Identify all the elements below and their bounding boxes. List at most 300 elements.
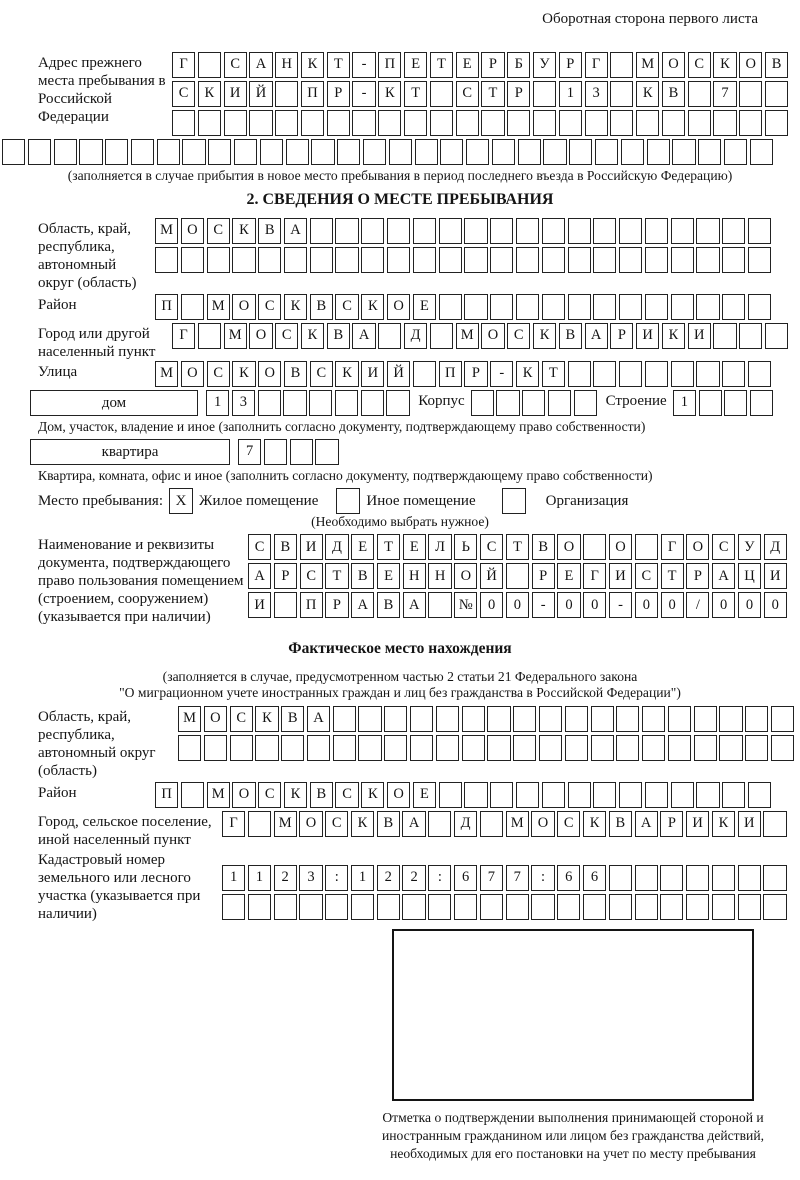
- char-cell[interactable]: [333, 706, 356, 732]
- char-cell[interactable]: [745, 706, 768, 732]
- char-cell[interactable]: Р: [507, 81, 530, 107]
- char-cell[interactable]: [574, 390, 597, 416]
- char-cell[interactable]: [258, 390, 281, 416]
- char-cell[interactable]: Д: [764, 534, 787, 560]
- char-cell[interactable]: [531, 894, 554, 920]
- char-cell[interactable]: -: [609, 592, 632, 618]
- char-cell[interactable]: 7: [713, 81, 736, 107]
- char-cell[interactable]: [694, 735, 717, 761]
- char-cell[interactable]: А: [352, 323, 375, 349]
- char-cell[interactable]: В: [281, 706, 304, 732]
- char-cell[interactable]: Е: [413, 294, 436, 320]
- char-cell[interactable]: 0: [738, 592, 761, 618]
- char-cell[interactable]: [533, 81, 556, 107]
- char-cell[interactable]: К: [255, 706, 278, 732]
- char-cell[interactable]: [299, 894, 322, 920]
- char-cell[interactable]: [507, 110, 530, 136]
- char-cell[interactable]: 3: [585, 81, 608, 107]
- char-cell[interactable]: 0: [583, 592, 606, 618]
- char-cell[interactable]: [410, 735, 433, 761]
- char-cell[interactable]: [79, 139, 102, 165]
- char-cell[interactable]: [619, 294, 642, 320]
- char-cell[interactable]: [198, 110, 221, 136]
- char-cell[interactable]: М: [224, 323, 247, 349]
- char-cell[interactable]: [28, 139, 51, 165]
- char-cell[interactable]: [748, 361, 771, 387]
- char-cell[interactable]: [249, 110, 272, 136]
- char-cell[interactable]: А: [585, 323, 608, 349]
- char-cell[interactable]: [686, 894, 709, 920]
- char-cell[interactable]: К: [335, 361, 358, 387]
- char-cell[interactable]: Т: [377, 534, 400, 560]
- char-cell[interactable]: [131, 139, 154, 165]
- char-cell[interactable]: [739, 323, 762, 349]
- char-cell[interactable]: [688, 110, 711, 136]
- char-cell[interactable]: [722, 294, 745, 320]
- char-cell[interactable]: Т: [404, 81, 427, 107]
- char-cell[interactable]: О: [739, 52, 762, 78]
- char-cell[interactable]: С: [207, 361, 230, 387]
- char-cell[interactable]: [230, 735, 253, 761]
- char-cell[interactable]: [539, 706, 562, 732]
- char-cell[interactable]: [181, 247, 204, 273]
- char-cell[interactable]: [439, 247, 462, 273]
- char-cell[interactable]: 1: [673, 390, 696, 416]
- char-cell[interactable]: -: [532, 592, 555, 618]
- char-cell[interactable]: А: [351, 592, 374, 618]
- char-cell[interactable]: С: [310, 361, 333, 387]
- char-cell[interactable]: [207, 247, 230, 273]
- char-cell[interactable]: М: [155, 218, 178, 244]
- char-cell[interactable]: Т: [327, 52, 350, 78]
- char-cell[interactable]: [645, 247, 668, 273]
- char-cell[interactable]: [621, 139, 644, 165]
- char-cell[interactable]: Г: [583, 563, 606, 589]
- char-cell[interactable]: [645, 361, 668, 387]
- char-cell[interactable]: [274, 592, 297, 618]
- char-cell[interactable]: [513, 706, 536, 732]
- char-cell[interactable]: [178, 735, 201, 761]
- char-cell[interactable]: [745, 735, 768, 761]
- char-cell[interactable]: [307, 735, 330, 761]
- char-cell[interactable]: [274, 894, 297, 920]
- char-cell[interactable]: В: [377, 592, 400, 618]
- char-cell[interactable]: [481, 110, 504, 136]
- char-cell[interactable]: [724, 390, 747, 416]
- char-cell[interactable]: -: [490, 361, 513, 387]
- char-cell[interactable]: [568, 218, 591, 244]
- char-cell[interactable]: И: [361, 361, 384, 387]
- char-cell[interactable]: -: [352, 52, 375, 78]
- char-cell[interactable]: [204, 735, 227, 761]
- char-cell[interactable]: [696, 218, 719, 244]
- char-cell[interactable]: С: [300, 563, 323, 589]
- char-cell[interactable]: [464, 247, 487, 273]
- char-cell[interactable]: [301, 110, 324, 136]
- char-cell[interactable]: Н: [403, 563, 426, 589]
- char-cell[interactable]: [583, 894, 606, 920]
- char-cell[interactable]: [157, 139, 180, 165]
- char-cell[interactable]: [713, 323, 736, 349]
- char-cell[interactable]: Т: [661, 563, 684, 589]
- char-cell[interactable]: Т: [481, 81, 504, 107]
- char-cell[interactable]: [222, 894, 245, 920]
- char-cell[interactable]: Г: [585, 52, 608, 78]
- char-cell[interactable]: И: [688, 323, 711, 349]
- char-cell[interactable]: Е: [413, 782, 436, 808]
- char-cell[interactable]: Й: [387, 361, 410, 387]
- char-cell[interactable]: [378, 110, 401, 136]
- char-cell[interactable]: С: [335, 294, 358, 320]
- char-cell[interactable]: :: [531, 865, 554, 891]
- char-cell[interactable]: 1: [351, 865, 374, 891]
- char-cell[interactable]: К: [516, 361, 539, 387]
- char-cell[interactable]: [668, 706, 691, 732]
- char-cell[interactable]: Р: [559, 52, 582, 78]
- char-cell[interactable]: [748, 294, 771, 320]
- char-cell[interactable]: [436, 735, 459, 761]
- char-cell[interactable]: 2: [402, 865, 425, 891]
- char-cell[interactable]: [182, 139, 205, 165]
- char-cell[interactable]: К: [636, 81, 659, 107]
- char-cell[interactable]: А: [635, 811, 658, 837]
- char-cell[interactable]: [719, 706, 742, 732]
- char-cell[interactable]: 1: [559, 81, 582, 107]
- char-cell[interactable]: К: [351, 811, 374, 837]
- char-cell[interactable]: [387, 218, 410, 244]
- char-cell[interactable]: [335, 390, 358, 416]
- char-cell[interactable]: К: [662, 323, 685, 349]
- char-cell[interactable]: Й: [480, 563, 503, 589]
- char-cell[interactable]: [671, 361, 694, 387]
- char-cell[interactable]: [462, 706, 485, 732]
- char-cell[interactable]: [763, 811, 786, 837]
- char-cell[interactable]: [198, 52, 221, 78]
- char-cell[interactable]: П: [378, 52, 401, 78]
- char-cell[interactable]: 2: [377, 865, 400, 891]
- char-cell[interactable]: В: [310, 782, 333, 808]
- char-cell[interactable]: [490, 218, 513, 244]
- char-cell[interactable]: Р: [532, 563, 555, 589]
- char-cell[interactable]: [258, 247, 281, 273]
- char-cell[interactable]: [542, 218, 565, 244]
- char-cell[interactable]: [351, 894, 374, 920]
- char-cell[interactable]: [454, 894, 477, 920]
- char-cell[interactable]: В: [351, 563, 374, 589]
- char-cell[interactable]: [616, 706, 639, 732]
- char-cell[interactable]: С: [258, 782, 281, 808]
- char-cell[interactable]: 6: [454, 865, 477, 891]
- char-cell[interactable]: [565, 706, 588, 732]
- char-cell[interactable]: Е: [456, 52, 479, 78]
- char-cell[interactable]: 0: [557, 592, 580, 618]
- char-cell[interactable]: П: [439, 361, 462, 387]
- char-cell[interactable]: О: [454, 563, 477, 589]
- char-cell[interactable]: [440, 139, 463, 165]
- char-cell[interactable]: [568, 782, 591, 808]
- char-cell[interactable]: [327, 110, 350, 136]
- char-cell[interactable]: И: [686, 811, 709, 837]
- char-cell[interactable]: [619, 247, 642, 273]
- char-cell[interactable]: [671, 782, 694, 808]
- char-cell[interactable]: М: [274, 811, 297, 837]
- char-cell[interactable]: [672, 139, 695, 165]
- char-cell[interactable]: [430, 81, 453, 107]
- char-cell[interactable]: [490, 294, 513, 320]
- char-cell[interactable]: 7: [238, 439, 261, 465]
- char-cell[interactable]: К: [713, 52, 736, 78]
- char-cell[interactable]: Р: [464, 361, 487, 387]
- char-cell[interactable]: [557, 894, 580, 920]
- char-cell[interactable]: К: [232, 218, 255, 244]
- char-cell[interactable]: [585, 110, 608, 136]
- char-cell[interactable]: [2, 139, 25, 165]
- char-cell[interactable]: О: [181, 218, 204, 244]
- char-cell[interactable]: К: [284, 782, 307, 808]
- char-cell[interactable]: А: [712, 563, 735, 589]
- char-cell[interactable]: [384, 706, 407, 732]
- char-cell[interactable]: [428, 592, 451, 618]
- char-cell[interactable]: Р: [610, 323, 633, 349]
- char-cell[interactable]: В: [258, 218, 281, 244]
- char-cell[interactable]: [361, 390, 384, 416]
- char-cell[interactable]: [518, 139, 541, 165]
- char-cell[interactable]: М: [456, 323, 479, 349]
- char-cell[interactable]: [439, 294, 462, 320]
- char-cell[interactable]: [436, 706, 459, 732]
- char-cell[interactable]: [430, 323, 453, 349]
- char-cell[interactable]: [645, 294, 668, 320]
- char-cell[interactable]: [610, 81, 633, 107]
- char-cell[interactable]: [542, 294, 565, 320]
- char-cell[interactable]: М: [207, 782, 230, 808]
- char-cell[interactable]: Г: [172, 323, 195, 349]
- char-cell[interactable]: [352, 110, 375, 136]
- char-cell[interactable]: [771, 735, 794, 761]
- char-cell[interactable]: С: [480, 534, 503, 560]
- char-cell[interactable]: [363, 139, 386, 165]
- char-cell[interactable]: [155, 247, 178, 273]
- char-cell[interactable]: [696, 247, 719, 273]
- char-cell[interactable]: [750, 390, 773, 416]
- char-cell[interactable]: [402, 894, 425, 920]
- char-cell[interactable]: О: [232, 782, 255, 808]
- char-cell[interactable]: К: [284, 294, 307, 320]
- char-cell[interactable]: [719, 735, 742, 761]
- char-cell[interactable]: [739, 110, 762, 136]
- char-cell[interactable]: [722, 361, 745, 387]
- char-cell[interactable]: К: [583, 811, 606, 837]
- char-cell[interactable]: [698, 139, 721, 165]
- char-cell[interactable]: [283, 390, 306, 416]
- char-cell[interactable]: [699, 390, 722, 416]
- char-cell[interactable]: К: [301, 52, 324, 78]
- char-cell[interactable]: И: [764, 563, 787, 589]
- char-cell[interactable]: Д: [404, 323, 427, 349]
- char-cell[interactable]: [456, 110, 479, 136]
- char-cell[interactable]: [384, 735, 407, 761]
- char-cell[interactable]: Р: [481, 52, 504, 78]
- char-cell[interactable]: [542, 247, 565, 273]
- char-cell[interactable]: [325, 894, 348, 920]
- char-cell[interactable]: [516, 218, 539, 244]
- char-cell[interactable]: [181, 782, 204, 808]
- char-cell[interactable]: [310, 247, 333, 273]
- char-cell[interactable]: [208, 139, 231, 165]
- char-cell[interactable]: О: [531, 811, 554, 837]
- char-cell[interactable]: [430, 110, 453, 136]
- char-cell[interactable]: [198, 323, 221, 349]
- char-cell[interactable]: К: [533, 323, 556, 349]
- char-cell[interactable]: [660, 865, 683, 891]
- char-cell[interactable]: Ь: [454, 534, 477, 560]
- char-cell[interactable]: [724, 139, 747, 165]
- char-cell[interactable]: С: [325, 811, 348, 837]
- char-cell[interactable]: [275, 110, 298, 136]
- char-cell[interactable]: [609, 894, 632, 920]
- char-cell[interactable]: Н: [428, 563, 451, 589]
- char-cell[interactable]: М: [207, 294, 230, 320]
- char-cell[interactable]: [224, 110, 247, 136]
- char-cell[interactable]: Е: [351, 534, 374, 560]
- char-cell[interactable]: 1: [206, 390, 229, 416]
- char-cell[interactable]: [548, 390, 571, 416]
- char-cell[interactable]: П: [155, 294, 178, 320]
- char-cell[interactable]: [748, 218, 771, 244]
- char-cell[interactable]: [593, 218, 616, 244]
- char-cell[interactable]: В: [662, 81, 685, 107]
- char-cell[interactable]: [559, 110, 582, 136]
- char-cell[interactable]: [722, 247, 745, 273]
- char-cell[interactable]: [722, 782, 745, 808]
- char-cell[interactable]: О: [299, 811, 322, 837]
- char-cell[interactable]: [609, 865, 632, 891]
- char-cell[interactable]: [642, 706, 665, 732]
- char-cell[interactable]: О: [249, 323, 272, 349]
- char-cell[interactable]: У: [738, 534, 761, 560]
- char-cell[interactable]: [738, 894, 761, 920]
- char-cell[interactable]: [311, 139, 334, 165]
- char-cell[interactable]: [487, 735, 510, 761]
- char-cell[interactable]: И: [248, 592, 271, 618]
- char-cell[interactable]: С: [172, 81, 195, 107]
- char-cell[interactable]: [358, 706, 381, 732]
- char-cell[interactable]: [466, 139, 489, 165]
- char-cell[interactable]: 6: [583, 865, 606, 891]
- char-cell[interactable]: [750, 139, 773, 165]
- char-cell[interactable]: Д: [454, 811, 477, 837]
- char-cell[interactable]: [688, 81, 711, 107]
- char-cell[interactable]: [172, 110, 195, 136]
- char-cell[interactable]: С: [335, 782, 358, 808]
- char-cell[interactable]: 0: [635, 592, 658, 618]
- char-cell[interactable]: А: [284, 218, 307, 244]
- char-cell[interactable]: Р: [660, 811, 683, 837]
- char-cell[interactable]: [645, 782, 668, 808]
- char-cell[interactable]: С: [248, 534, 271, 560]
- char-cell[interactable]: О: [232, 294, 255, 320]
- char-cell[interactable]: Е: [403, 534, 426, 560]
- char-cell[interactable]: Д: [325, 534, 348, 560]
- char-cell[interactable]: К: [232, 361, 255, 387]
- char-cell[interactable]: [333, 735, 356, 761]
- char-cell[interactable]: В: [559, 323, 582, 349]
- char-cell[interactable]: [54, 139, 77, 165]
- char-cell[interactable]: [565, 735, 588, 761]
- char-cell[interactable]: [264, 439, 287, 465]
- char-cell[interactable]: №: [454, 592, 477, 618]
- char-cell[interactable]: [516, 782, 539, 808]
- char-cell[interactable]: П: [155, 782, 178, 808]
- char-cell[interactable]: [568, 294, 591, 320]
- char-cell[interactable]: [335, 247, 358, 273]
- char-cell[interactable]: С: [688, 52, 711, 78]
- char-cell[interactable]: М: [178, 706, 201, 732]
- char-cell[interactable]: [748, 782, 771, 808]
- char-cell[interactable]: В: [377, 811, 400, 837]
- char-cell[interactable]: [591, 706, 614, 732]
- char-cell[interactable]: А: [249, 52, 272, 78]
- char-cell[interactable]: [765, 110, 788, 136]
- char-cell[interactable]: В: [327, 323, 350, 349]
- char-cell[interactable]: [410, 706, 433, 732]
- char-cell[interactable]: [610, 110, 633, 136]
- char-cell[interactable]: [413, 361, 436, 387]
- char-cell[interactable]: [275, 81, 298, 107]
- char-cell[interactable]: [583, 534, 606, 560]
- char-cell[interactable]: [389, 139, 412, 165]
- char-cell[interactable]: Б: [507, 52, 530, 78]
- char-cell[interactable]: С: [557, 811, 580, 837]
- char-cell[interactable]: К: [361, 294, 384, 320]
- char-cell[interactable]: [635, 865, 658, 891]
- char-cell[interactable]: [284, 247, 307, 273]
- char-cell[interactable]: И: [609, 563, 632, 589]
- char-cell[interactable]: 2: [274, 865, 297, 891]
- char-cell[interactable]: [386, 390, 409, 416]
- char-cell[interactable]: [694, 706, 717, 732]
- char-cell[interactable]: [415, 139, 438, 165]
- char-cell[interactable]: С: [456, 81, 479, 107]
- char-cell[interactable]: [765, 323, 788, 349]
- char-cell[interactable]: С: [712, 534, 735, 560]
- char-cell[interactable]: [487, 706, 510, 732]
- char-cell[interactable]: [635, 534, 658, 560]
- char-cell[interactable]: М: [155, 361, 178, 387]
- char-cell[interactable]: [671, 294, 694, 320]
- char-cell[interactable]: [232, 247, 255, 273]
- char-cell[interactable]: В: [765, 52, 788, 78]
- char-cell[interactable]: 1: [248, 865, 271, 891]
- char-cell[interactable]: [619, 782, 642, 808]
- char-cell[interactable]: [358, 735, 381, 761]
- char-cell[interactable]: К: [361, 782, 384, 808]
- char-cell[interactable]: [309, 390, 332, 416]
- char-cell[interactable]: -: [352, 81, 375, 107]
- char-cell[interactable]: 3: [232, 390, 255, 416]
- char-cell[interactable]: О: [481, 323, 504, 349]
- char-cell[interactable]: И: [636, 323, 659, 349]
- char-cell[interactable]: [763, 865, 786, 891]
- char-cell[interactable]: О: [387, 294, 410, 320]
- char-cell[interactable]: [696, 361, 719, 387]
- char-cell[interactable]: [712, 865, 735, 891]
- char-cell[interactable]: В: [532, 534, 555, 560]
- char-cell[interactable]: [722, 218, 745, 244]
- char-cell[interactable]: [516, 247, 539, 273]
- char-cell[interactable]: С: [507, 323, 530, 349]
- char-cell[interactable]: [765, 81, 788, 107]
